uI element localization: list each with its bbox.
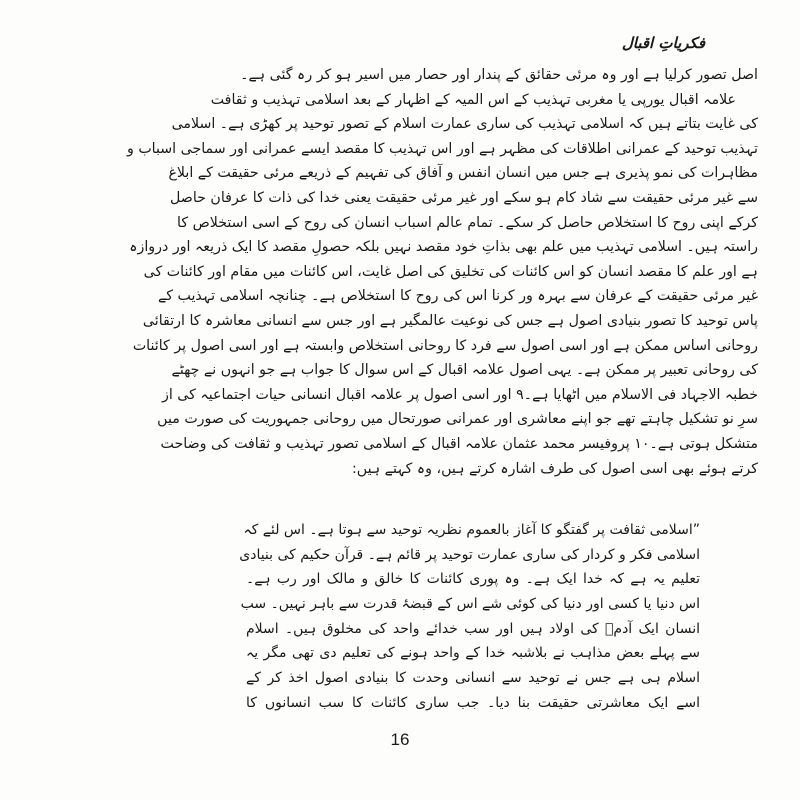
quote-line: اسلامی فکر و کردار کی ساری عمارت توحید پر قائم ہے۔ قرآن حکیم کی بنیادی xyxy=(239,546,700,563)
text-line: کی روحانی تعبیر پر ممکن ہے۔ یہی اصول علامہ اقبال کے اس سوال کا جواب ہے جو انہوں نے چھٹے xyxy=(171,362,758,379)
block-quote xyxy=(239,518,700,716)
quote-line: اس دنیا یا کسی اور دنیا کی کوئی شے اس کے قبضۂ قدرت سے باہر نہیں۔ سب xyxy=(240,596,700,613)
text-line: راستہ ہیں۔ اسلامی تہذیب میں علم بھی بذاتِ خود مقصد نہیں بلکہ حصولِ مقصد کا ایک ذریعہ اور دروازہ xyxy=(129,239,758,256)
text-line: ہے اور علم کا مقصد انسان کو اس کائنات کی تخلیق کی اصل غایت، اس کائنات میں مقام اور کائنات کی xyxy=(143,263,758,280)
running-header: فکریاتِ اقبال xyxy=(621,34,705,52)
quote-line: اسے ایک معاشرتی حقیقت بنا دیا۔ جب ساری کائنات کا سب انسانوں کا xyxy=(246,694,700,711)
quote-line: سے پہلے بعض مذاہب نے بلاشبہ خدا کے واحد ہونے کی تعلیم دی تھی مگر یہ xyxy=(246,645,700,662)
text-line: اصل تصور کرلیا ہے اور وہ مرئی حقائق کے پندار اور حصار میں اسیر ہو کر رہ گئی ہے۔ xyxy=(240,67,758,83)
quote-line: انسان ایک آدمؑ کی اولاد ہیں اور سب خدائے واحد کی مخلوق ہیں۔ اسلام xyxy=(246,620,700,637)
text-line: مظاہرات کی نمو پذیری ہے جس میں انسان انفس و آفاق کی تفہیم کے ذریعے مرئی حقیقت کے ابلاغ xyxy=(168,165,758,182)
text-line: تہذیب توحید کے عمرانی اطلاقات کی مظہر ہے اور اس تہذیب کا مقصد ایسے عمرانی اور سماجی اسباب و xyxy=(126,140,758,157)
text-line: کرکے اپنی روح کا استخلاص حاصل کر سکے۔ تمام عالم اسباب انسان کی روح کے اسی استخلاص کا xyxy=(177,214,758,231)
quote-line: اسلام ہی ہے جس نے توحید سے انسانی وحدت کا بنیادی اصول اخذ کر کے xyxy=(246,670,700,687)
text-line: پاس توحید کا تصور بنیادی اصول ہے جس کی نوعیت عالمگیر ہے اور جس سے انسانی معاشرہ کا ارتقائی xyxy=(142,312,758,329)
text-line: سرِ نو تشکیل چاہتے تھے جو اپنے معاشری اور عمرانی صورتحال میں روحانی جمہوریت کی صورت میں xyxy=(157,411,758,428)
body-text xyxy=(126,63,758,481)
text-line: خطبہ الاجہاد فی الاسلام میں اٹھایا ہے۔۹ اور اسی اصول پر علامہ اقبال انسانی حیات اجتماعیہ کی از xyxy=(162,386,758,403)
text-line: سے غیر مرئی حقیقت سے شاد کام ہو سکے اور غیر مرئی حقیقت یعنی خدا کی ذات کا عرفان حاصل xyxy=(170,189,758,206)
text-line: کرتے ہوئے بھی اسی اصول کی طرف اشارہ کرتے ہیں، وہ کہتے ہیں: xyxy=(352,460,758,477)
quote-line: ”اسلامی ثقافت پر گفتگو کا آغاز بالعموم نظریہ توحید سے ہوتا ہے۔ اس لئے کہ xyxy=(243,522,700,538)
text-line: روحانی اساس ممکن ہے اور اسی اصول سے فرد کا روحانی استخلاص وابستہ ہے اور اسی اصول پر کائنات xyxy=(132,337,758,354)
text-line: علامہ اقبال یورپی یا مغربی تہذیب کے اس المیہ کے اظہار کے بعد اسلامی تہذیب و ثقافت xyxy=(210,91,736,108)
text-line: غیر مرئی حقیقت کے عرفان سے بہرہ ور کرنا اس کی روح کا استخلاص ہے۔ چنانچہ اسلامی تہذیب کے xyxy=(157,288,758,305)
page-number: 16 xyxy=(390,730,410,749)
text-line: متشکل ہوتی ہے۔۱۰ پروفیسر محمد عثمان علامہ اقبال کے اسلامی تصور تہذیب و ثقافت کی وضاحت xyxy=(160,435,758,452)
quote-line: تعلیم یہ ہے کہ خدا ایک ہے۔ وہ پوری کائنات کا خالق و مالک اور رب ہے۔ xyxy=(246,571,700,588)
text-line: کی غایت بتاتے ہیں کہ اسلامی تہذیب کی ساری عمارت اسلام کے تصور توحید پر کھڑی ہے۔ اسلامی xyxy=(171,116,758,133)
